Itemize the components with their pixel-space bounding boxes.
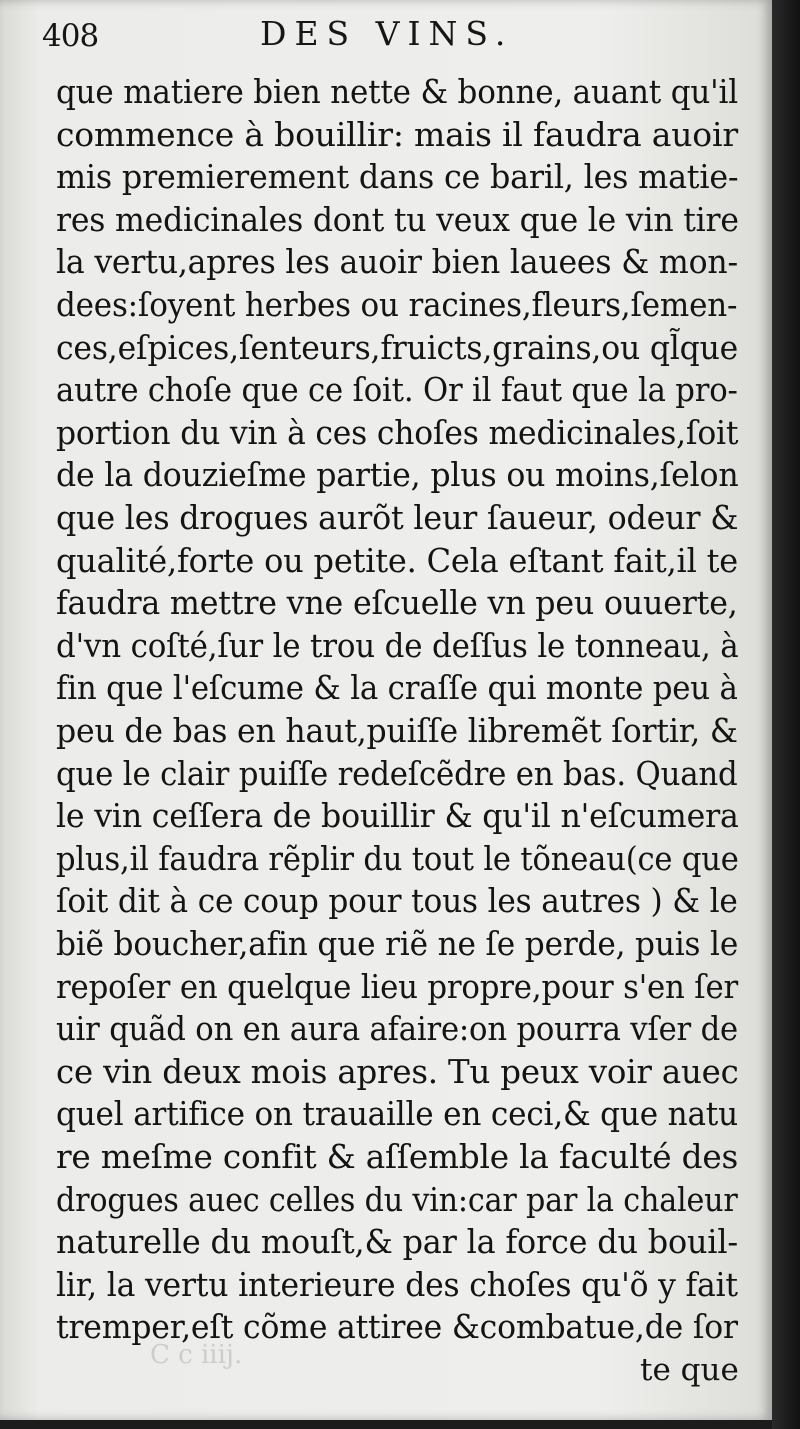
text-line: uir quãd on en aura afaire:on pourra vſer de [56, 1009, 738, 1049]
text-line: le vin ceſſera de bouillir & qu'il n'eſcumera [56, 796, 739, 836]
text-line: repoſer en quelque lieu propre,pour s'en ſer [56, 966, 739, 1006]
text-line: portion du vin à ces choſes medicinales,ſoit [56, 412, 739, 452]
text-line: fin que l'eſcume & la craſſe qui monte peu à [56, 668, 738, 708]
text-line: ces,eſpices,ſenteurs,fruicts,grains,ou ql̃que [56, 327, 739, 367]
catchword: te que [640, 1352, 739, 1388]
signature-mark-bleedthrough: C c iiij. [150, 1340, 243, 1370]
text-line: dees:ſoyent herbes ou racines,fleurs,ſemen- [56, 285, 738, 324]
text-line: que les drogues aurõt leur ſaueur, odeur & [56, 498, 739, 537]
text-line: que matiere bien nette & bonne, auant qu'il [56, 72, 738, 111]
text-line: mis premierement dans ce baril, les matie- [56, 157, 739, 197]
text-line: peu de bas en haut,puiſſe libremẽt ſortir, & [56, 711, 738, 750]
text-line: re meſme confit & aſſemble la faculté des [56, 1137, 739, 1176]
text-line: naturelle du mouſt,& par la force du bouil- [56, 1222, 738, 1262]
text-line: lir, la vertu interieure des choſes qu'õ y fait [56, 1264, 738, 1304]
text-line: qualité,forte ou petite. Cela eſtant fait,il te [56, 540, 738, 580]
text-line: tremper,eſt cõme attiree &combatue,de ſor [56, 1307, 738, 1347]
text-line: ſoit dit à ce coup pour tous les autres ) & le [56, 881, 738, 921]
binding-gutter [772, 0, 800, 1429]
text-line: drogues auec celles du vin:car par la chaleur [56, 1179, 738, 1219]
text-line: que le clair puiſſe redeſcẽdre en bas. Quand [56, 753, 738, 793]
text-line: commence à bouillir: mais il faudra auoir [56, 114, 738, 154]
text-line: ce vin deux mois apres. Tu peux voir auec [56, 1051, 739, 1091]
text-line: autre choſe que ce ſoit. Or il faut que la pro- [56, 370, 738, 410]
text-line: la vertu,apres les auoir bien lauees & mon- [56, 242, 738, 282]
text-line: plus,il faudra rẽplir du tout le tõneau(ce que [56, 838, 739, 878]
text-line: res medicinales dont tu veux que le vin tire [56, 199, 739, 239]
text-line: biẽ boucher,afin que riẽ ne ſe perde, puis le [56, 924, 739, 963]
text-line: de la douzieſme partie, plus ou moins,ſelon [56, 455, 739, 495]
text-line: d'vn coſté,ſur le trou de deſſus le tonneau, à [56, 625, 739, 665]
text-line: quel artifice on trauaille en ceci,& que natu [56, 1094, 738, 1134]
page-number: 408 [42, 18, 99, 54]
running-head: DES VINS. [260, 14, 514, 53]
text-line: faudra mettre vne eſcuelle vn peu ouuerte, [56, 583, 738, 623]
